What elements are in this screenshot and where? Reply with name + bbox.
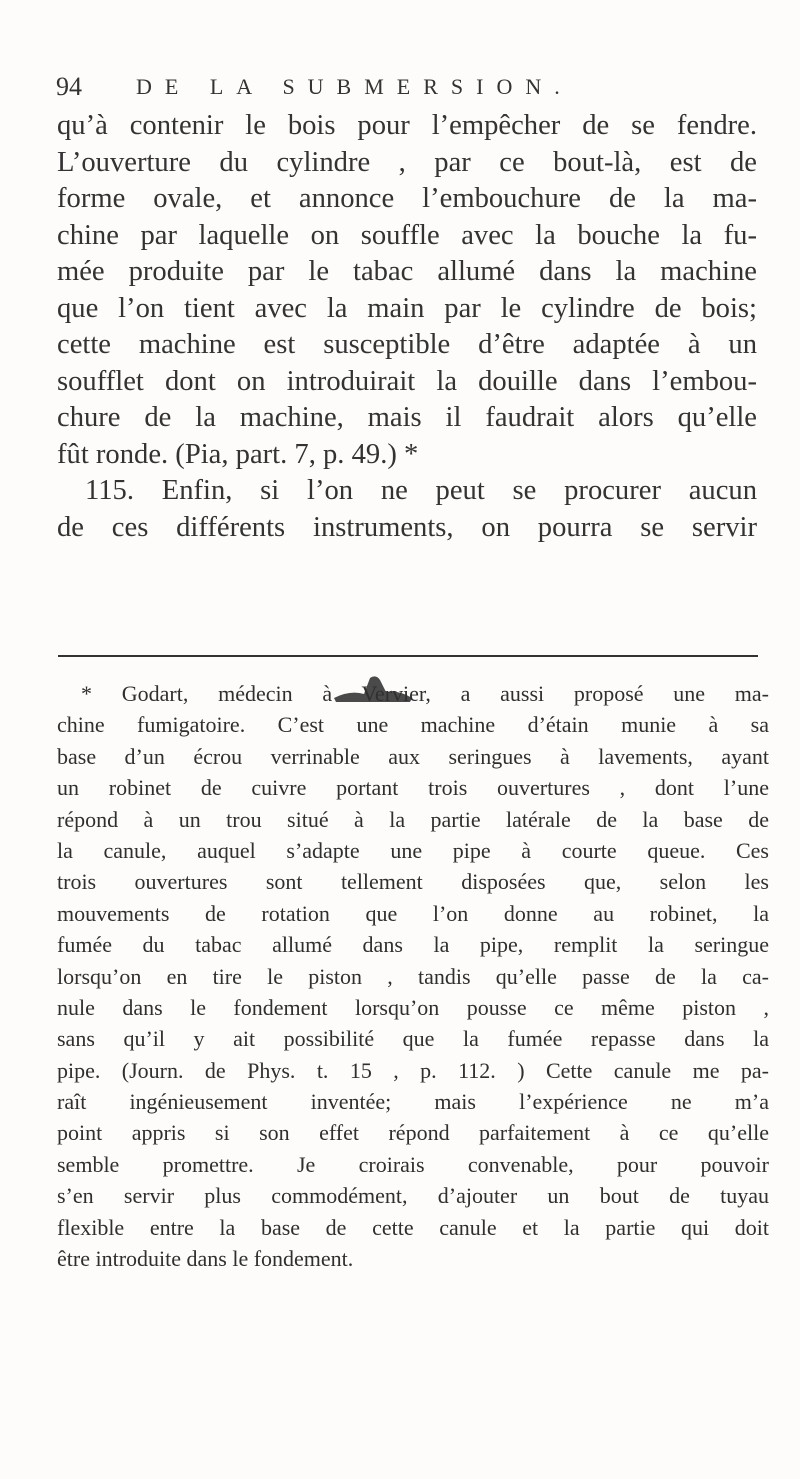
text-line: soufflet dont on introduirait la douille dans l’embou-	[57, 365, 757, 397]
text-line: de ces différents instruments, on pourra se servir	[57, 511, 757, 543]
footnote-line: flexible entre la base de cette canule et la partie qui doit	[57, 1214, 769, 1240]
footnote-line: pipe. (Journ. de Phys. t. 15 , p. 112. ) Cette canule me pa-	[57, 1057, 769, 1083]
footnote-line: la canule, auquel s’adapte une pipe à courte queue. Ces	[57, 837, 769, 863]
text-line: que l’on tient avec la main par le cylindre de bois;	[57, 292, 757, 324]
footnote-line: base d’un écrou verrinable aux seringues à lavements, ayant	[57, 743, 769, 769]
footnote-block	[57, 678, 769, 1274]
page-number: 94	[56, 72, 82, 101]
footnote-line: trois ouvertures sont tellement disposées que, selon les	[57, 869, 769, 895]
running-title: DE LA SUBMERSION.	[136, 74, 573, 99]
text-line: mée produite par le tabac allumé dans la machine	[57, 256, 757, 287]
footnote-line: s’en servir plus commodément, d’ajouter un bout de tuyau	[57, 1183, 769, 1209]
footnote-line: raît ingénieusement inventée; mais l’expérience ne m’a	[57, 1089, 769, 1115]
footnote-line: fumée du tabac allumé dans la pipe, remplit la seringue	[57, 932, 769, 958]
page-header	[56, 62, 756, 102]
footnote-line: un robinet de cuivre portant trois ouvertures , dont l’une	[57, 775, 769, 801]
text-line: qu’à contenir le bois pour l’empêcher de se fendre.	[57, 110, 757, 141]
text-line: fût ronde. (Pia, part. 7, p. 49.) *	[57, 438, 419, 470]
text-line: chure de la machine, mais il faudrait alors qu’elle	[57, 402, 757, 433]
footnote-line: être introduite dans le fondement.	[57, 1246, 354, 1272]
text-line: L’ouverture du cylindre , par ce bout-là, est de	[57, 146, 757, 178]
footnote-divider	[58, 655, 758, 657]
text-line: 115. Enfin, si l’on ne peut se procurer aucun	[85, 475, 757, 506]
footnote-line: semble promettre. Je croirais convenable, pour pouvoir	[57, 1151, 769, 1177]
footnote-line: point appris si son effet répond parfaitement à ce qu’elle	[57, 1120, 769, 1146]
footnote-line: * Godart, médecin à Vervier, a aussi proposé une ma-	[81, 681, 769, 706]
text-line: cette machine est susceptible d’être adaptée à un	[57, 329, 757, 360]
footnote-line: sans qu’il y ait possibilité que la fumée repasse dans la	[57, 1026, 769, 1052]
main-text-block	[57, 108, 757, 546]
text-line: forme ovale, et annonce l’embouchure de la ma-	[57, 183, 757, 214]
footnote-line: nule dans le fondement lorsqu’on pousse ce même piston ,	[57, 994, 769, 1020]
footnote-line: mouvements de rotation que l’on donne au robinet, la	[57, 900, 769, 926]
footnote-line: répond à un trou situé à la partie latérale de la base de	[57, 806, 769, 832]
text-line: chine par laquelle on souffle avec la bouche la fu-	[57, 219, 757, 251]
footnote-line: chine fumigatoire. C’est une machine d’étain munie à sa	[57, 712, 769, 738]
footnote-line: lorsqu’on en tire le piston , tandis qu’elle passe de la ca-	[57, 963, 769, 989]
